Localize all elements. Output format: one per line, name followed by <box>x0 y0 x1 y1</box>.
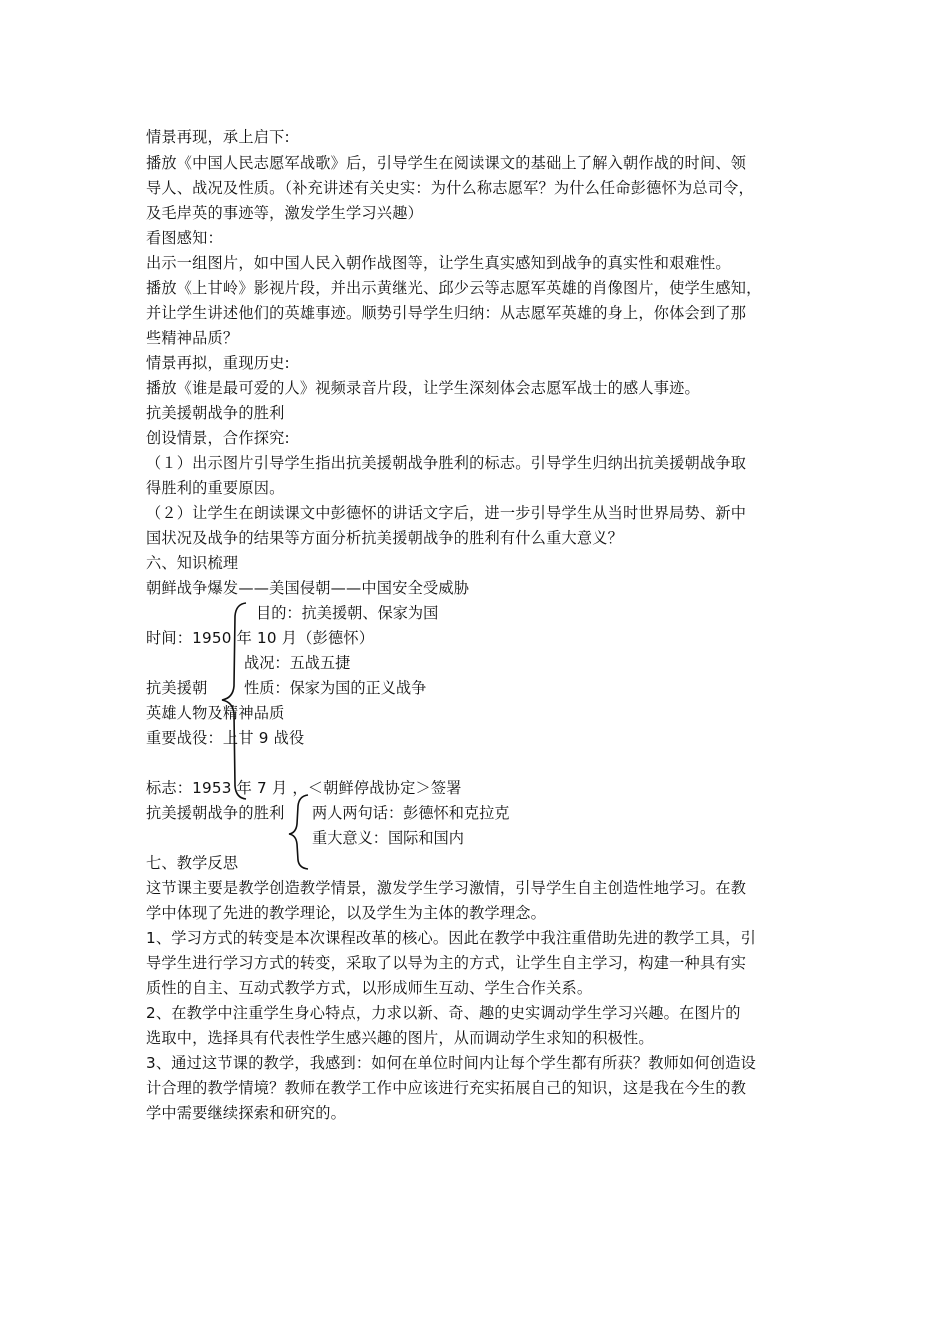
paragraph-line: 播放《上甘岭》影视片段，并出示黄继光、邱少云等志愿军英雄的肖像图片，使学生感知， <box>146 279 762 297</box>
heading-scene-simulation: 情景再拟，重现历史: <box>146 354 290 372</box>
paragraph-line: 3、通过这节课的教学，我感到：如何在单位时间内让每个学生都有所获？教师如何创造设 <box>146 1054 756 1072</box>
paragraph-line: 并让学生讲述他们的英雄事迹。顺势引导学生归纳：从志愿军英雄的身上，你体会到了那 <box>146 304 747 322</box>
outline-brace-small <box>289 795 308 869</box>
paragraph-line: 导人、战况及性质。（补充讲述有关史实：为什么称志愿军？为什么任命彭德怀为总司令， <box>146 179 754 197</box>
paragraph-line: 质性的自主、互动式教学方式，以形成师生互动、学生合作关系。 <box>146 979 593 997</box>
paragraph-line: 些精神品质？ <box>146 329 239 347</box>
paragraph-line: 2、在教学中注重学生身心特点，力求以新、奇、趣的史实调动学生学习兴趣。在图片的 <box>146 1004 741 1022</box>
outline-nature: 性质：保家为国的正义战争 <box>244 679 427 697</box>
paragraph-line: 出示一组图片，如中国人民入朝作战图等，让学生真实感知到战争的真实性和艰难性。 <box>146 254 731 272</box>
paragraph-line: 播放《中国人民志愿军战歌》后，引导学生在阅读课文的基础上了解入朝作战的时间、领 <box>146 154 747 172</box>
paragraph-line: 学中体现了先进的教学理论，以及学生为主体的教学理念。 <box>146 904 547 922</box>
outline-chain: 朝鲜战争爆发——美国侵朝——中国安全受威胁 <box>146 579 470 597</box>
paragraph-line: 导学生进行学习方式的转变，采取了以导为主的方式，让学生自主学习，构建一种具有实 <box>146 954 747 972</box>
outline-heroes: 英雄人物及精神品质 <box>146 704 285 722</box>
paragraph-line: 计合理的教学情境？教师在教学工作中应该进行充实拓展自己的知识，这是我在今生的教 <box>146 1079 747 1097</box>
outline-sign: 标志：1953 年 7 月 ，＜朝鲜停战协定＞签署 <box>146 779 462 797</box>
paragraph-line: （１）出示图片引导学生指出抗美援朝战争胜利的标志。引导学生归纳出抗美援朝战争取 <box>146 454 747 472</box>
outline-victory: 抗美援朝战争的胜利 <box>146 804 285 822</box>
paragraph-line: 国状况及战争的结果等方面分析抗美援朝战争的胜利有什么重大意义？ <box>146 529 624 547</box>
heading-scene-replay: 情景再现，承上启下: <box>146 128 290 146</box>
outline-battle-status: 战况：五战五捷 <box>244 654 351 672</box>
heading-victory: 抗美援朝战争的胜利 <box>146 404 285 422</box>
paragraph-line: （２）让学生在朗读课文中彭德怀的讲话文字后，进一步引导学生从当时世界局势、新中 <box>146 504 747 522</box>
paragraph-line: 这节课主要是教学创造教学情景，激发学生学习激情，引导学生自主创造性地学习。在教 <box>146 879 747 897</box>
outline-significance: 重大意义：国际和国内 <box>312 829 464 847</box>
outline-purpose: 目的：抗美援朝、保家为国 <box>256 604 439 622</box>
heading-knowledge-outline: 六、知识梳理 <box>146 554 239 572</box>
paragraph-line: 播放《谁是最可爱的人》视频录音片段，让学生深刻体会志愿军战士的感人事迹。 <box>146 379 700 397</box>
heading-cooperative-inquiry: 创设情景，合作探究: <box>146 429 290 447</box>
heading-teaching-reflection: 七、教学反思 <box>146 854 239 872</box>
paragraph-line: 1、学习方式的转变是本次课程改革的核心。因此在教学中我注重借助先进的教学工具，引 <box>146 929 756 947</box>
heading-picture-perception: 看图感知： <box>146 229 223 247</box>
paragraph-line: 得胜利的重要原因。 <box>146 479 285 497</box>
outline-dialogue: 两人两句话：彭德怀和克拉克 <box>312 804 510 822</box>
outline-root: 抗美援朝 <box>146 679 208 697</box>
paragraph-line: 及毛岸英的事迹等，激发学生学习兴趣） <box>146 204 423 222</box>
paragraph-line: 学中需要继续探索和研究的。 <box>146 1104 347 1122</box>
outline-time: 时间：1950 年 10 月（彭德怀） <box>146 629 375 647</box>
outline-key-battle: 重要战役：上甘 9 战役 <box>146 729 305 747</box>
paragraph-line: 选取中，选择具有代表性学生感兴趣的图片，从而调动学生求知的积极性。 <box>146 1029 654 1047</box>
